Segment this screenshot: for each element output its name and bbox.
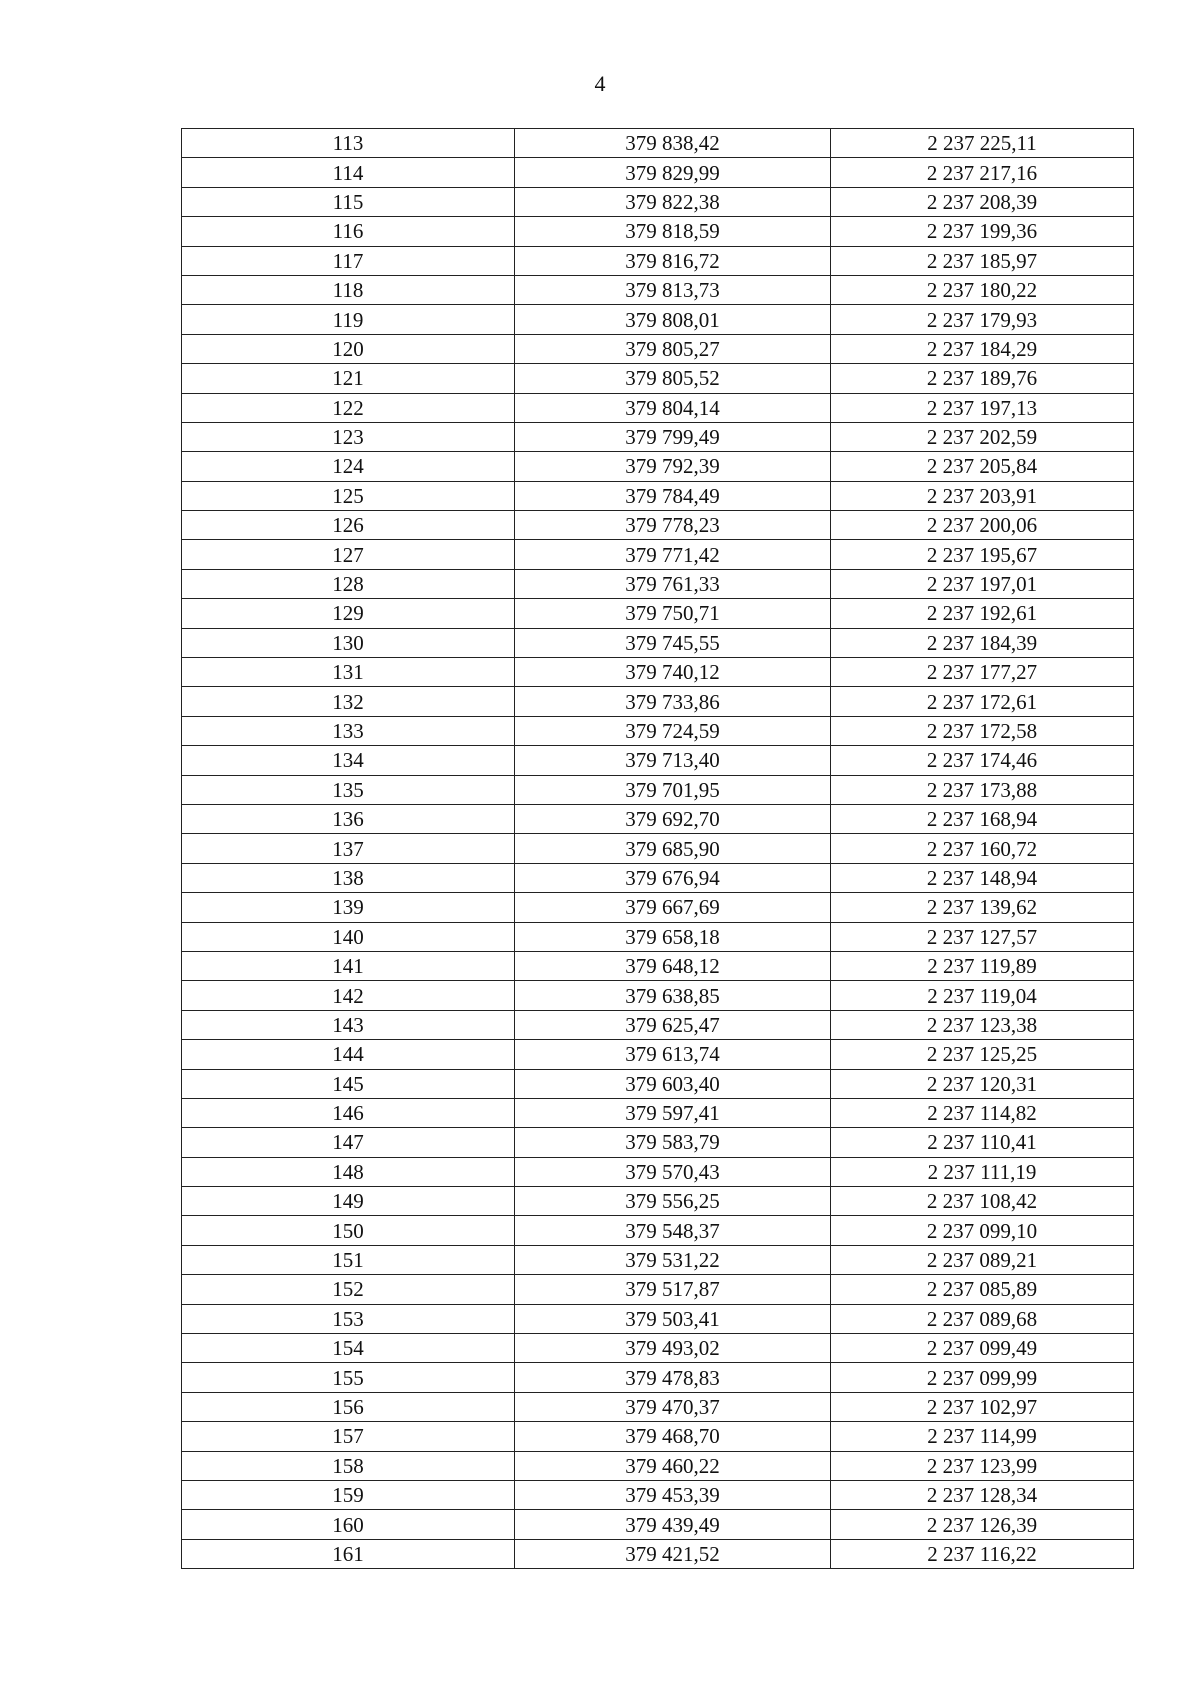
y-coordinate-cell: 2 237 225,11 — [831, 129, 1134, 158]
point-number-cell: 149 — [182, 1187, 515, 1216]
point-number-cell: 134 — [182, 746, 515, 775]
x-coordinate-cell: 379 784,49 — [515, 481, 831, 510]
y-coordinate-cell: 2 237 110,41 — [831, 1128, 1134, 1157]
point-number-cell: 125 — [182, 481, 515, 510]
table-row — [182, 334, 1134, 363]
y-coordinate-cell: 2 237 208,39 — [831, 187, 1134, 216]
x-coordinate-cell: 379 468,70 — [515, 1422, 831, 1451]
table-row — [182, 511, 1134, 540]
point-number-cell: 127 — [182, 540, 515, 569]
x-coordinate-cell: 379 570,43 — [515, 1157, 831, 1186]
point-number-cell: 114 — [182, 158, 515, 187]
point-number-cell: 157 — [182, 1422, 515, 1451]
table-row — [182, 246, 1134, 275]
point-number-cell: 148 — [182, 1157, 515, 1186]
table-row — [182, 1451, 1134, 1480]
point-number-cell: 120 — [182, 334, 515, 363]
table-row — [182, 1010, 1134, 1039]
table-row — [182, 628, 1134, 657]
x-coordinate-cell: 379 816,72 — [515, 246, 831, 275]
x-coordinate-cell: 379 658,18 — [515, 922, 831, 951]
y-coordinate-cell: 2 237 099,49 — [831, 1334, 1134, 1363]
x-coordinate-cell: 379 745,55 — [515, 628, 831, 657]
y-coordinate-cell: 2 237 111,19 — [831, 1157, 1134, 1186]
table-row — [182, 158, 1134, 187]
x-coordinate-cell: 379 792,39 — [515, 452, 831, 481]
y-coordinate-cell: 2 237 197,13 — [831, 393, 1134, 422]
table-row — [182, 893, 1134, 922]
x-coordinate-cell: 379 478,83 — [515, 1363, 831, 1392]
table-row — [182, 1480, 1134, 1509]
table-row — [182, 863, 1134, 892]
x-coordinate-cell: 379 493,02 — [515, 1334, 831, 1363]
x-coordinate-cell: 379 556,25 — [515, 1187, 831, 1216]
table-row — [182, 452, 1134, 481]
x-coordinate-cell: 379 531,22 — [515, 1245, 831, 1274]
x-coordinate-cell: 379 583,79 — [515, 1128, 831, 1157]
table-row — [182, 804, 1134, 833]
x-coordinate-cell: 379 460,22 — [515, 1451, 831, 1480]
y-coordinate-cell: 2 237 205,84 — [831, 452, 1134, 481]
point-number-cell: 138 — [182, 863, 515, 892]
x-coordinate-cell: 379 667,69 — [515, 893, 831, 922]
x-coordinate-cell: 379 724,59 — [515, 716, 831, 745]
y-coordinate-cell: 2 237 192,61 — [831, 599, 1134, 628]
table-row — [182, 1363, 1134, 1392]
point-number-cell: 135 — [182, 775, 515, 804]
table-row — [182, 716, 1134, 745]
y-coordinate-cell: 2 237 119,89 — [831, 951, 1134, 980]
point-number-cell: 131 — [182, 658, 515, 687]
table-row — [182, 187, 1134, 216]
point-number-cell: 153 — [182, 1304, 515, 1333]
y-coordinate-cell: 2 237 199,36 — [831, 217, 1134, 246]
table-row — [182, 1510, 1134, 1539]
table-row — [182, 981, 1134, 1010]
y-coordinate-cell: 2 237 102,97 — [831, 1392, 1134, 1421]
x-coordinate-cell: 379 822,38 — [515, 187, 831, 216]
y-coordinate-cell: 2 237 179,93 — [831, 305, 1134, 334]
x-coordinate-cell: 379 804,14 — [515, 393, 831, 422]
point-number-cell: 142 — [182, 981, 515, 1010]
table-row — [182, 569, 1134, 598]
x-coordinate-cell: 379 517,87 — [515, 1275, 831, 1304]
x-coordinate-cell: 379 692,70 — [515, 804, 831, 833]
point-number-cell: 115 — [182, 187, 515, 216]
table-row — [182, 951, 1134, 980]
x-coordinate-cell: 379 805,27 — [515, 334, 831, 363]
y-coordinate-cell: 2 237 099,10 — [831, 1216, 1134, 1245]
table-row — [182, 1128, 1134, 1157]
x-coordinate-cell: 379 813,73 — [515, 275, 831, 304]
x-coordinate-cell: 379 771,42 — [515, 540, 831, 569]
table-row — [182, 1422, 1134, 1451]
table-row — [182, 834, 1134, 863]
point-number-cell: 155 — [182, 1363, 515, 1392]
table-row — [182, 422, 1134, 451]
x-coordinate-cell: 379 750,71 — [515, 599, 831, 628]
x-coordinate-cell: 379 805,52 — [515, 364, 831, 393]
table-row — [182, 364, 1134, 393]
y-coordinate-cell: 2 237 114,99 — [831, 1422, 1134, 1451]
x-coordinate-cell: 379 638,85 — [515, 981, 831, 1010]
x-coordinate-cell: 379 470,37 — [515, 1392, 831, 1421]
point-number-cell: 126 — [182, 511, 515, 540]
table-row — [182, 129, 1134, 158]
point-number-cell: 151 — [182, 1245, 515, 1274]
y-coordinate-cell: 2 237 180,22 — [831, 275, 1134, 304]
point-number-cell: 128 — [182, 569, 515, 598]
x-coordinate-cell: 379 761,33 — [515, 569, 831, 598]
table-row — [182, 1040, 1134, 1069]
x-coordinate-cell: 379 808,01 — [515, 305, 831, 334]
y-coordinate-cell: 2 237 202,59 — [831, 422, 1134, 451]
x-coordinate-cell: 379 818,59 — [515, 217, 831, 246]
table-row — [182, 1334, 1134, 1363]
point-number-cell: 143 — [182, 1010, 515, 1039]
y-coordinate-cell: 2 237 108,42 — [831, 1187, 1134, 1216]
table-row — [182, 922, 1134, 951]
table-row — [182, 1304, 1134, 1333]
y-coordinate-cell: 2 237 203,91 — [831, 481, 1134, 510]
table-row — [182, 1392, 1134, 1421]
point-number-cell: 136 — [182, 804, 515, 833]
x-coordinate-cell: 379 597,41 — [515, 1098, 831, 1127]
x-coordinate-cell: 379 613,74 — [515, 1040, 831, 1069]
y-coordinate-cell: 2 237 185,97 — [831, 246, 1134, 275]
point-number-cell: 147 — [182, 1128, 515, 1157]
table-row — [182, 1275, 1134, 1304]
x-coordinate-cell: 379 829,99 — [515, 158, 831, 187]
point-number-cell: 160 — [182, 1510, 515, 1539]
point-number-cell: 145 — [182, 1069, 515, 1098]
x-coordinate-cell: 379 548,37 — [515, 1216, 831, 1245]
table-row — [182, 746, 1134, 775]
y-coordinate-cell: 2 237 116,22 — [831, 1539, 1134, 1568]
table-row — [182, 275, 1134, 304]
y-coordinate-cell: 2 237 089,68 — [831, 1304, 1134, 1333]
y-coordinate-cell: 2 237 184,39 — [831, 628, 1134, 657]
table-row — [182, 217, 1134, 246]
x-coordinate-cell: 379 625,47 — [515, 1010, 831, 1039]
x-coordinate-cell: 379 799,49 — [515, 422, 831, 451]
coordinates-table-body — [182, 129, 1134, 1569]
x-coordinate-cell: 379 503,41 — [515, 1304, 831, 1333]
table-row — [182, 1098, 1134, 1127]
y-coordinate-cell: 2 237 148,94 — [831, 863, 1134, 892]
point-number-cell: 146 — [182, 1098, 515, 1127]
x-coordinate-cell: 379 648,12 — [515, 951, 831, 980]
point-number-cell: 123 — [182, 422, 515, 451]
table-row — [182, 393, 1134, 422]
y-coordinate-cell: 2 237 120,31 — [831, 1069, 1134, 1098]
point-number-cell: 158 — [182, 1451, 515, 1480]
point-number-cell: 161 — [182, 1539, 515, 1568]
point-number-cell: 159 — [182, 1480, 515, 1509]
point-number-cell: 139 — [182, 893, 515, 922]
table-row — [182, 1157, 1134, 1186]
point-number-cell: 137 — [182, 834, 515, 863]
y-coordinate-cell: 2 237 125,25 — [831, 1040, 1134, 1069]
point-number-cell: 140 — [182, 922, 515, 951]
point-number-cell: 113 — [182, 129, 515, 158]
x-coordinate-cell: 379 740,12 — [515, 658, 831, 687]
y-coordinate-cell: 2 237 123,38 — [831, 1010, 1134, 1039]
y-coordinate-cell: 2 237 168,94 — [831, 804, 1134, 833]
table-row — [182, 1216, 1134, 1245]
point-number-cell: 117 — [182, 246, 515, 275]
y-coordinate-cell: 2 237 123,99 — [831, 1451, 1134, 1480]
point-number-cell: 133 — [182, 716, 515, 745]
y-coordinate-cell: 2 237 200,06 — [831, 511, 1134, 540]
y-coordinate-cell: 2 237 127,57 — [831, 922, 1134, 951]
y-coordinate-cell: 2 237 195,67 — [831, 540, 1134, 569]
point-number-cell: 144 — [182, 1040, 515, 1069]
x-coordinate-cell: 379 713,40 — [515, 746, 831, 775]
y-coordinate-cell: 2 237 177,27 — [831, 658, 1134, 687]
y-coordinate-cell: 2 237 172,61 — [831, 687, 1134, 716]
point-number-cell: 152 — [182, 1275, 515, 1304]
table-row — [182, 687, 1134, 716]
point-number-cell: 122 — [182, 393, 515, 422]
y-coordinate-cell: 2 237 126,39 — [831, 1510, 1134, 1539]
point-number-cell: 154 — [182, 1334, 515, 1363]
x-coordinate-cell: 379 685,90 — [515, 834, 831, 863]
point-number-cell: 118 — [182, 275, 515, 304]
table-row — [182, 658, 1134, 687]
y-coordinate-cell: 2 237 119,04 — [831, 981, 1134, 1010]
point-number-cell: 150 — [182, 1216, 515, 1245]
y-coordinate-cell: 2 237 174,46 — [831, 746, 1134, 775]
table-row — [182, 1539, 1134, 1568]
x-coordinate-cell: 379 838,42 — [515, 129, 831, 158]
x-coordinate-cell: 379 421,52 — [515, 1539, 831, 1568]
table-row — [182, 775, 1134, 804]
point-number-cell: 156 — [182, 1392, 515, 1421]
y-coordinate-cell: 2 237 089,21 — [831, 1245, 1134, 1274]
y-coordinate-cell: 2 237 172,58 — [831, 716, 1134, 745]
x-coordinate-cell: 379 733,86 — [515, 687, 831, 716]
y-coordinate-cell: 2 237 184,29 — [831, 334, 1134, 363]
x-coordinate-cell: 379 453,39 — [515, 1480, 831, 1509]
x-coordinate-cell: 379 701,95 — [515, 775, 831, 804]
y-coordinate-cell: 2 237 160,72 — [831, 834, 1134, 863]
table-row — [182, 1245, 1134, 1274]
y-coordinate-cell: 2 237 114,82 — [831, 1098, 1134, 1127]
table-row — [182, 1069, 1134, 1098]
y-coordinate-cell: 2 237 173,88 — [831, 775, 1134, 804]
table-row — [182, 1187, 1134, 1216]
table-row — [182, 305, 1134, 334]
y-coordinate-cell: 2 237 128,34 — [831, 1480, 1134, 1509]
coordinates-table — [181, 128, 1134, 1569]
x-coordinate-cell: 379 603,40 — [515, 1069, 831, 1098]
y-coordinate-cell: 2 237 099,99 — [831, 1363, 1134, 1392]
point-number-cell: 130 — [182, 628, 515, 657]
point-number-cell: 124 — [182, 452, 515, 481]
point-number-cell: 141 — [182, 951, 515, 980]
x-coordinate-cell: 379 676,94 — [515, 863, 831, 892]
point-number-cell: 119 — [182, 305, 515, 334]
y-coordinate-cell: 2 237 217,16 — [831, 158, 1134, 187]
point-number-cell: 129 — [182, 599, 515, 628]
y-coordinate-cell: 2 237 197,01 — [831, 569, 1134, 598]
table-row — [182, 599, 1134, 628]
point-number-cell: 132 — [182, 687, 515, 716]
page-number: 4 — [594, 71, 606, 96]
table-row — [182, 481, 1134, 510]
y-coordinate-cell: 2 237 085,89 — [831, 1275, 1134, 1304]
x-coordinate-cell: 379 439,49 — [515, 1510, 831, 1539]
x-coordinate-cell: 379 778,23 — [515, 511, 831, 540]
y-coordinate-cell: 2 237 189,76 — [831, 364, 1134, 393]
y-coordinate-cell: 2 237 139,62 — [831, 893, 1134, 922]
point-number-cell: 121 — [182, 364, 515, 393]
table-row — [182, 540, 1134, 569]
point-number-cell: 116 — [182, 217, 515, 246]
